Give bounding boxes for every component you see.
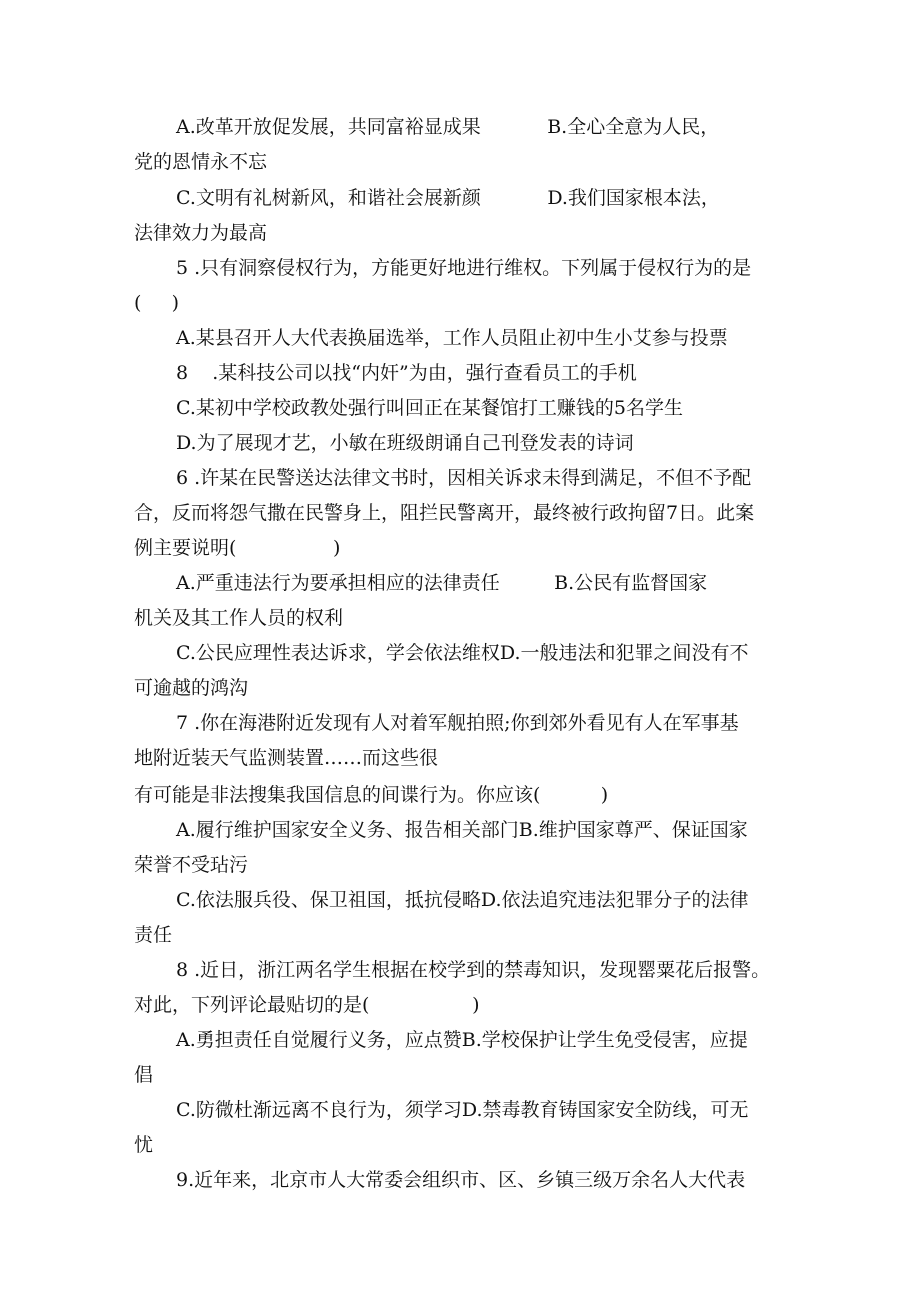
option-line: D.为了展现才艺，小敏在班级朗诵自己刊登发表的诗词 — [176, 432, 634, 454]
question-8: 8 .近日，浙江两名学生根据在校学到的禁毒知识，发现罂粟花后报警。 — [176, 959, 771, 981]
question-5: 5 .只有洞察侵权行为，方能更好地进行维权。下列属于侵权行为的是 — [176, 257, 752, 279]
option-line: C.防微杜渐远离不良行为，须学习D.禁毒教育铸国家安全防线，可无 — [176, 1099, 749, 1121]
option-line: 机关及其工作人员的权利 — [134, 607, 344, 629]
question-text: 合，反而将怨气撒在民警身上，阻拦民警离开，最终被行政拘留7日。此案 — [134, 502, 755, 524]
option-line: 倡 — [134, 1064, 154, 1086]
option-line: A.改革开放促发展，共同富裕显成果 B.全心全意为人民， — [176, 116, 720, 138]
option-line: 忧 — [134, 1134, 154, 1156]
option-line: 责任 — [134, 924, 173, 946]
option-line: A.某县召开人大代表换届选举，工作人员阻止初中生小艾参与投票 — [176, 327, 728, 349]
question-text: 例主要说明( ) — [134, 537, 341, 559]
option-line: C.某初中学校政教处强行叫回正在某餐馆打工赚钱的5名学生 — [176, 397, 683, 419]
option-line: 8 .某科技公司以找“内奸”为由，强行查看员工的手机 — [176, 362, 637, 384]
option-line: 法律效力为最高 — [134, 222, 268, 244]
question-7: 7 .你在海港附近发现有人对着军舰拍照;你到郊外看见有人在军事基 — [176, 712, 739, 734]
question-text: 有可能是非法搜集我国信息的间谍行为。你应该( ) — [134, 784, 609, 806]
question-6: 6 .许某在民警送达法律文书时，因相关诉求未得到满足，不但不予配 — [176, 467, 752, 489]
question-9: 9.近年来，北京市人大常委会组织市、区、乡镇三级万余名人大代表 — [176, 1169, 746, 1191]
option-line: A.履行维护国家安全义务、报告相关部门B.维护国家尊严、保证国家 — [176, 819, 748, 841]
option-line: 党的恩情永不忘 — [134, 151, 268, 173]
option-line: 可逾越的鸿沟 — [134, 677, 249, 699]
answer-blank: ( ) — [134, 292, 180, 314]
option-line: A.勇担责任自觉履行义务，应点赞B.学校保护让学生免受侵害，应提 — [176, 1029, 748, 1051]
question-text: 地附近装天气监测装置……而这些很 — [134, 747, 439, 769]
question-text: 对此，下列评论最贴切的是( ) — [134, 994, 480, 1016]
option-line: C.依法服兵役、保卫祖国，抵抗侵略D.依法追究违法犯罪分子的法律 — [176, 889, 749, 911]
option-line: A.严重违法行为要承担相应的法律责任 B.公民有监督国家 — [176, 572, 708, 594]
option-line: 荣誉不受玷污 — [134, 854, 249, 876]
option-line: C.公民应理性表达诉求，学会依法维权D.一般违法和犯罪之间没有不 — [176, 642, 749, 664]
option-line: C.文明有礼树新风，和谐社会展新颜 D.我们国家根本法， — [176, 187, 720, 209]
